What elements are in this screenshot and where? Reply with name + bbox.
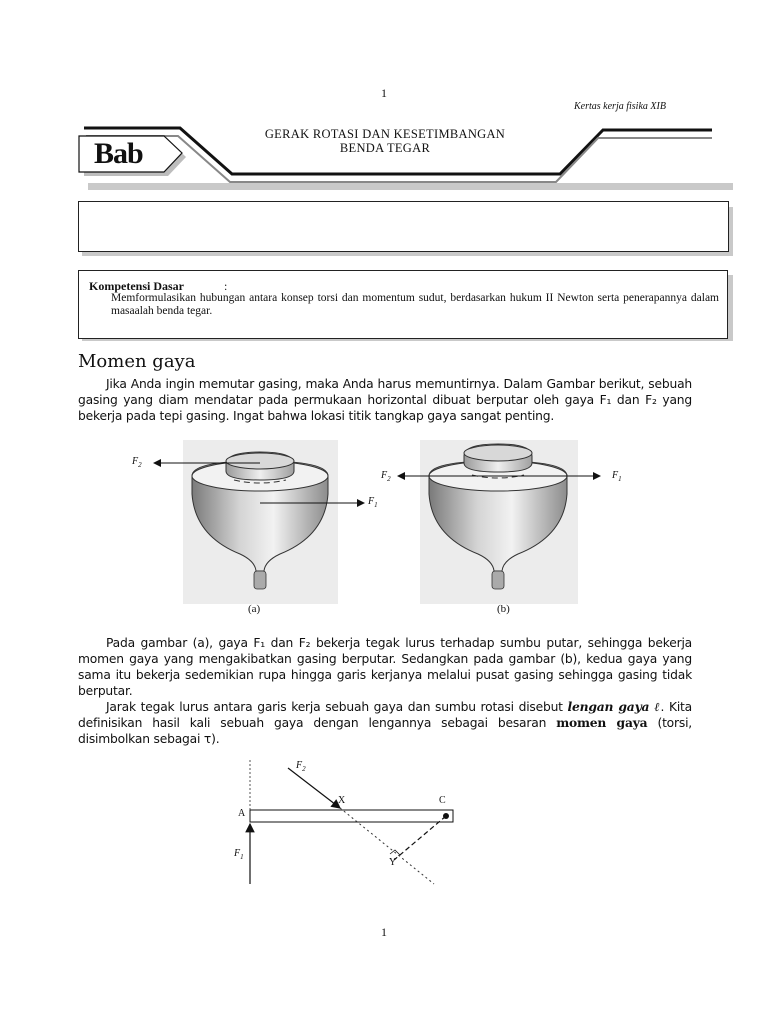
top-a-f2-label: $F_2$: [132, 456, 142, 469]
lever-f1-label: $F_1$: [234, 848, 244, 861]
figure-lever: [220, 752, 480, 892]
top-b-f2-label: $F_2$: [381, 470, 391, 483]
kompetensi-text: Memformulasikan hubungan antara konsep torsi dan momentum sudut, berdasarkan hukum II Newton serta penerapannya dalam masaalah benda tegar.: [111, 292, 719, 317]
kompetensi-colon: :: [224, 279, 228, 293]
lever-y-label: Y: [389, 857, 397, 868]
paragraph-2: [78, 635, 692, 747]
paragraph-3-text: Jarak tegak lurus antara garis kerja sebuah gaya dan sumbu rotasi disebut lengan gaya ℓ. Kita definisikan hasil kali sebuah gaya dengan lengannya sebagai besaran momen gaya (torsi, disimbolkan sebagai τ).: [78, 699, 692, 746]
chapter-title-line2: BENDA TEGAR: [339, 141, 431, 155]
page-number-top: 1: [381, 86, 387, 100]
chapter-tag: Bab: [94, 137, 143, 170]
lever-a-label: A: [238, 808, 246, 819]
paragraph-1-text: Jika Anda ingin memutar gasing, maka Anda harus memuntirnya. Dalam Gambar berikut, sebuah gasing yang diam mendatar pada permukaan horizontal dibuat berputar oleh gaya F₁ dan F₂ yang bekerja pada tepi gasing. Ingat bahwa lokasi titik tangkap gaya sangat penting.: [78, 377, 692, 423]
kompetensi-box: [78, 270, 728, 339]
top-b-f1-label: $F_1$: [612, 470, 622, 483]
top-b-caption: (b): [497, 603, 510, 615]
kompetensi-label: Kompetensi Dasar: [89, 279, 184, 293]
section-title: Momen gaya: [78, 351, 196, 372]
paragraph-1: [78, 376, 692, 424]
lever-c-label: C: [439, 795, 446, 806]
chapter-title: [210, 127, 560, 155]
top-a-caption: (a): [248, 603, 261, 615]
lever-x-label: X: [338, 795, 346, 806]
figure-spinning-tops: [120, 436, 660, 618]
chapter-title-line1: GERAK ROTASI DAN KESETIMBANGAN: [264, 127, 506, 141]
top-a-f1-label: $F_1$: [368, 496, 378, 509]
term-lengan-gaya: lengan gaya ℓ: [567, 699, 661, 714]
empty-box: [78, 201, 729, 252]
lever-f2-label: $F_2$: [296, 760, 306, 773]
header-right: Kertas kerja fisika XIB: [574, 101, 666, 112]
term-momen-gaya: momen gaya: [556, 715, 648, 730]
page-number-bottom: 1: [381, 925, 387, 939]
paragraph-2-text: Pada gambar (a), gaya F₁ dan F₂ bekerja tegak lurus terhadap sumbu putar, sehingga bekerja momen gaya yang mengakibatkan gasing berputar. Sedangkan pada gambar (b), kedua gaya yang sama itu bekerja sedemikian rupa hingga garis kerjanya melalui pusat gasing sehingga gasing tidak berputar.: [78, 636, 692, 698]
